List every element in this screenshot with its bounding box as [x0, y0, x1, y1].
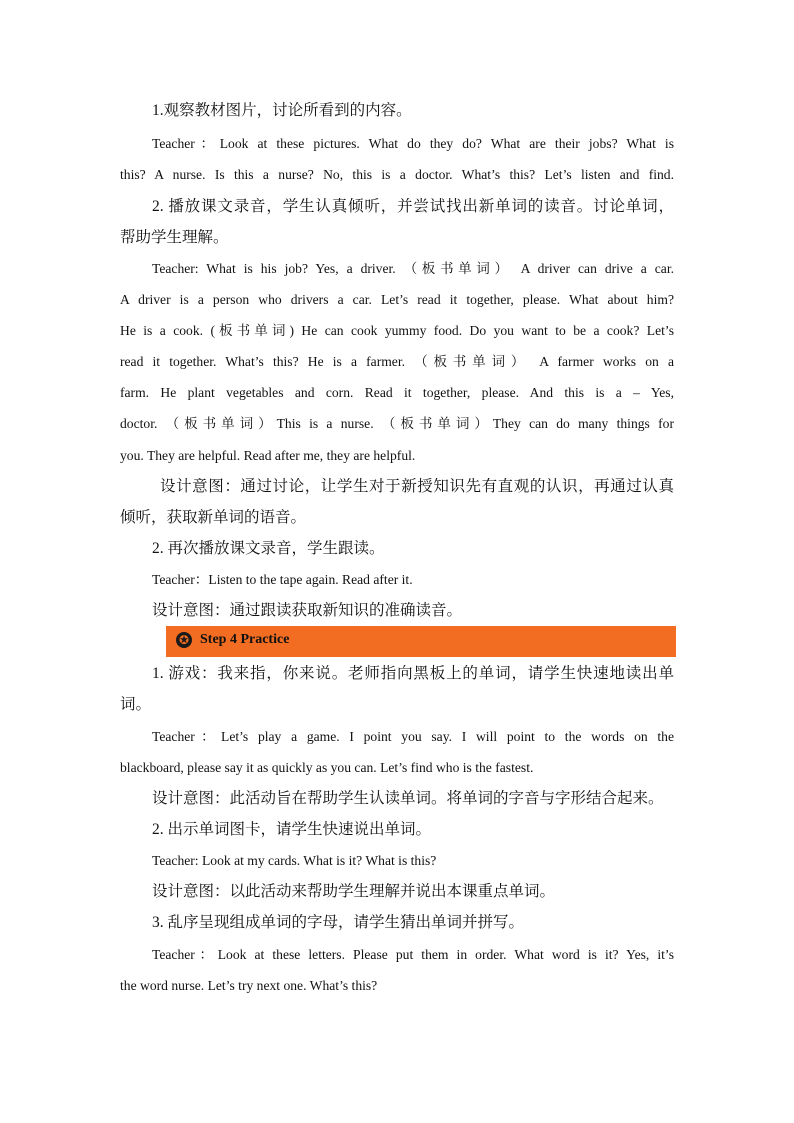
- paragraph-line: 倾听，获取新单词的语音。: [120, 509, 307, 526]
- paragraph-line: Teacher：Listen to the tape again. Read after it.: [152, 572, 413, 587]
- paragraph-line: read it together. What’s this? He is a farmer. （板书单词） A farmer works on a: [120, 354, 674, 369]
- paragraph-line: 2. 再次播放课文录音，学生跟读。: [152, 540, 385, 557]
- paragraph-line: He is a cook. (板书单词) He can cook yummy food. Do you want to be a cook? Let’s: [120, 323, 674, 338]
- step-heading-bar: [166, 626, 676, 657]
- paragraph-line: 1.观察教材图片，讨论所看到的内容。: [152, 102, 412, 119]
- paragraph-line: Teacher: What is his job? Yes, a driver. （板书单词） A driver can drive a car.: [152, 261, 674, 276]
- paragraph-line: Teacher: Look at my cards. What is it? What is this?: [152, 853, 437, 868]
- paragraph-line: 帮助学生理解。: [120, 229, 229, 246]
- paragraph-line: A driver is a person who drivers a car. Let’s read it together, please. What about him?: [120, 292, 674, 307]
- paragraph-line: Teacher：Look at these letters. Please put them in order. What word is it? Yes, it’s: [152, 947, 674, 962]
- paragraph-line: 1. 游戏：我来指，你来说。老师指向黑板上的单词，请学生快速地读出单: [152, 665, 674, 682]
- paragraph-line: 设计意图：通过跟读获取新知识的准确读音。: [152, 602, 463, 619]
- paragraph-line: 设计意图：以此活动来帮助学生理解并说出本课重点单词。: [152, 883, 556, 900]
- paragraph-line: this? A nurse. Is this a nurse? No, this is a doctor. What’s this? Let’s listen and find.: [120, 167, 674, 182]
- paragraph-line: 3. 乱序呈现组成单词的字母，请学生猜出单词并拼写。: [152, 914, 525, 931]
- paragraph-line: Teacher：Let’s play a game. I point you say. I will point to the words on the: [152, 729, 674, 744]
- paragraph-line: blackboard, please say it as quickly as you can. Let’s find who is the fastest.: [120, 760, 534, 775]
- paragraph-line: you. They are helpful. Read after me, they are helpful.: [120, 448, 416, 463]
- paragraph-line: 设计意图：此活动旨在帮助学生认读单词。将单词的字音与字形结合起来。: [152, 790, 664, 807]
- paragraph-line: 2. 播放课文录音，学生认真倾听，并尝试找出新单词的读音。讨论单词，: [152, 198, 674, 215]
- paragraph-line: doctor. （板书单词）This is a nurse. （板书单词）They can do many things for: [120, 416, 674, 431]
- paragraph-line: 设计意图：通过讨论，让学生对于新授知识先有直观的认识，再通过认真: [160, 478, 674, 495]
- paragraph-line: 2. 出示单词图卡，请学生快速说出单词。: [152, 821, 432, 838]
- paragraph-line: farm. He plant vegetables and corn. Read it together, please. And this is a – Yes,: [120, 385, 674, 400]
- paragraph-line: the word nurse. Let’s try next one. What’s this?: [120, 978, 378, 993]
- step-heading-label: Step 4 Practice: [200, 632, 290, 647]
- star-icon: ✪: [176, 632, 192, 648]
- paragraph-line: 词。: [120, 696, 152, 713]
- paragraph-line: Teacher：Look at these pictures. What do they do? What are their jobs? What is: [152, 136, 674, 151]
